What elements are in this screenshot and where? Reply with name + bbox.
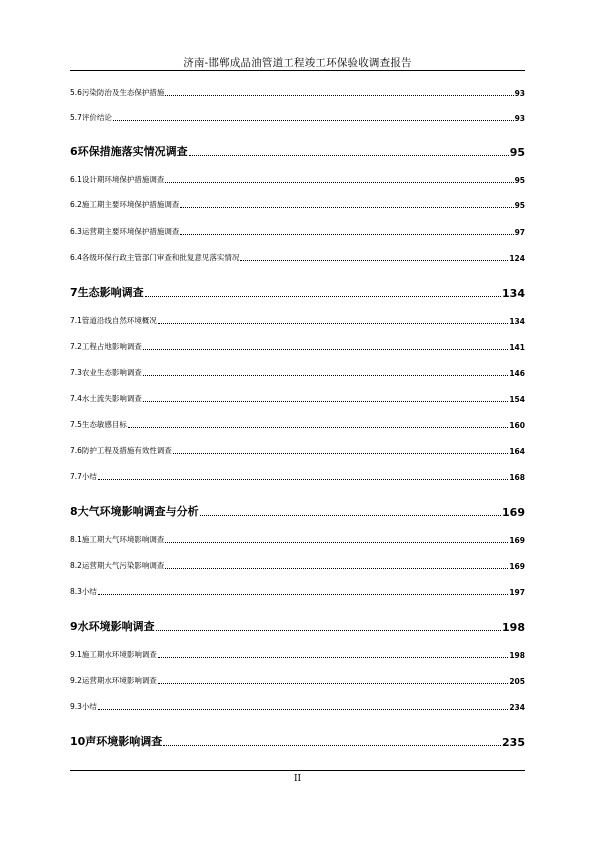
toc-dot-leader — [98, 479, 508, 480]
toc-dot-leader — [156, 630, 501, 631]
toc-dot-leader — [173, 453, 508, 454]
toc-entry-page: 93 — [514, 114, 525, 123]
footer-divider — [70, 770, 525, 771]
toc-dot-leader — [200, 515, 501, 516]
toc-entry-page: 141 — [509, 343, 525, 352]
toc-dot-leader — [165, 182, 513, 183]
toc-entry[interactable] — [70, 533, 525, 545]
toc-entry-title: 6.1设计期环境保护措施调查 — [70, 175, 165, 184]
toc-entry-title: 7.7小结 — [70, 472, 97, 481]
toc-entry-title: 9.3小结 — [70, 702, 97, 711]
toc-entry-page: 146 — [509, 369, 525, 378]
toc-entry-page: 160 — [509, 421, 525, 430]
toc-entry-page: 134 — [502, 287, 525, 300]
toc-entry-page: 197 — [509, 588, 525, 597]
toc-entry-title: 7.5生态敏感目标 — [70, 420, 127, 429]
toc-entry-title: 8大气环境影响调查与分析 — [70, 505, 199, 518]
toc-entry-page: 93 — [514, 89, 525, 98]
toc-entry-title: 7.4水土流失影响调查 — [70, 394, 142, 403]
toc-dot-leader — [180, 207, 513, 208]
toc-entry[interactable] — [70, 173, 525, 185]
toc-dot-leader — [128, 427, 508, 428]
toc-entry-page: 205 — [509, 677, 525, 686]
toc-dot-leader — [145, 296, 501, 297]
toc-dot-leader — [158, 323, 508, 324]
toc-entry-title: 6.3运营期主要环境保护措施调查 — [70, 227, 180, 236]
toc-dot-leader — [180, 234, 513, 235]
toc-entry-title: 7.6防护工程及措施有效性调查 — [70, 446, 172, 455]
toc-entry-title: 5.6污染防治及生态保护措施 — [70, 88, 165, 97]
toc-entry[interactable] — [70, 444, 525, 456]
toc-entry-page: 95 — [509, 146, 525, 159]
toc-entry[interactable] — [70, 225, 525, 237]
toc-entry-title: 8.1施工期大气环境影响调查 — [70, 535, 165, 544]
toc-entry-title: 8.2运营期大气污染影响调查 — [70, 561, 165, 570]
toc-dot-leader — [189, 155, 509, 156]
toc-entry[interactable] — [70, 470, 525, 482]
toc-entry[interactable] — [70, 111, 525, 123]
toc-entry-page: 124 — [509, 254, 525, 263]
toc-entry[interactable] — [70, 198, 525, 210]
toc-entry-title: 9.2运营期水环境影响调查 — [70, 676, 157, 685]
toc-entry[interactable] — [70, 674, 525, 686]
toc-entry-title: 9水环境影响调查 — [70, 620, 155, 633]
toc-chapter-entry[interactable] — [70, 284, 525, 300]
toc-dot-leader — [158, 657, 508, 658]
toc-entry-page: 134 — [509, 317, 525, 326]
toc-entry-page: 169 — [509, 536, 525, 545]
toc-entry[interactable] — [70, 418, 525, 430]
page-header-title: 济南-邯郸成品油管道工程竣工环保验收调查报告 — [183, 57, 412, 69]
toc-chapter-entry[interactable] — [70, 503, 525, 519]
toc-entry[interactable] — [70, 251, 525, 263]
toc-chapter-entry[interactable] — [70, 618, 525, 634]
toc-entry[interactable] — [70, 86, 525, 98]
toc-entry-page: 168 — [509, 473, 525, 482]
toc-chapter-entry[interactable] — [70, 733, 525, 749]
toc-entry-title: 6环保措施落实情况调查 — [70, 145, 188, 158]
toc-entry-page: 169 — [509, 562, 525, 571]
toc-entry[interactable] — [70, 366, 525, 378]
toc-dot-leader — [98, 594, 508, 595]
toc-entry-title: 7.1管道沿线自然环境概况 — [70, 316, 157, 325]
toc-dot-leader — [240, 260, 508, 261]
toc-entry-title: 9.1施工期水环境影响调查 — [70, 650, 157, 659]
toc-dot-leader — [158, 683, 508, 684]
toc-entry-title: 7.2工程占地影响调查 — [70, 342, 142, 351]
toc-chapter-entry[interactable] — [70, 143, 525, 159]
toc-entry-page: 235 — [502, 736, 525, 749]
toc-entry-page: 169 — [502, 506, 525, 519]
header-divider — [70, 70, 525, 71]
toc-entry-page: 198 — [502, 621, 525, 634]
toc-entry[interactable] — [70, 340, 525, 352]
toc-entry-page: 164 — [509, 447, 525, 456]
toc-dot-leader — [98, 709, 508, 710]
toc-entry-page: 198 — [509, 651, 525, 660]
toc-entry[interactable] — [70, 585, 525, 597]
toc-dot-leader — [113, 120, 514, 121]
toc-entry-title: 7生态影响调查 — [70, 286, 144, 299]
toc-entry[interactable] — [70, 314, 525, 326]
toc-entry-title: 7.3农业生态影响调查 — [70, 368, 142, 377]
toc-entry-title: 6.2施工期主要环境保护措施调查 — [70, 200, 180, 209]
toc-entry[interactable] — [70, 559, 525, 571]
footer-page-number: II — [293, 774, 302, 784]
toc-entry[interactable] — [70, 648, 525, 660]
toc-dot-leader — [165, 95, 513, 96]
toc-dot-leader — [163, 745, 501, 746]
toc-entry-page: 95 — [514, 176, 525, 185]
toc-entry-page: 154 — [509, 395, 525, 404]
toc-dot-leader — [143, 401, 508, 402]
toc-entry-page: 95 — [514, 201, 525, 210]
toc-entry-title: 5.7评价结论 — [70, 113, 112, 122]
toc-entry[interactable] — [70, 392, 525, 404]
toc-dot-leader — [143, 349, 508, 350]
toc-dot-leader — [143, 375, 508, 376]
toc-entry[interactable] — [70, 700, 525, 712]
toc-dot-leader — [165, 542, 508, 543]
toc-dot-leader — [165, 568, 508, 569]
toc-entry-title: 10声环境影响调查 — [70, 735, 163, 748]
toc-entry-page: 97 — [514, 228, 525, 237]
toc-entry-title: 8.3小结 — [70, 587, 97, 596]
toc-entry-page: 234 — [509, 703, 525, 712]
toc-entry-title: 6.4各级环保行政主管部门审查和批复意见落实情况 — [70, 253, 240, 262]
